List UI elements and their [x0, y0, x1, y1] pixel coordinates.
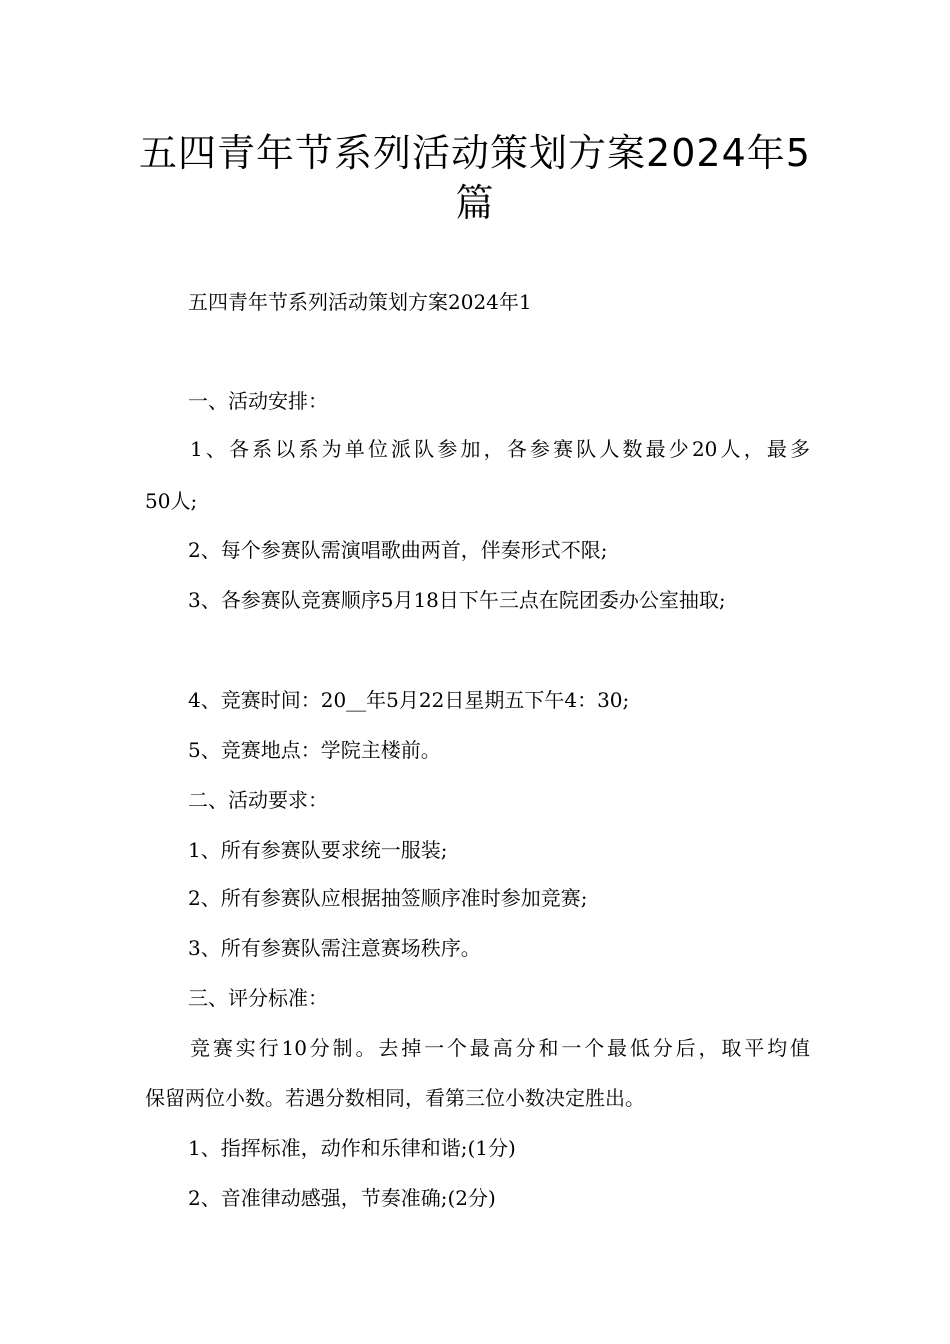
document-subtitle: 五四青年节系列活动策划方案2024年1: [188, 290, 532, 314]
section-2-item-1: 1、所有参赛队要求统一服装;: [188, 838, 448, 862]
section-3-paragraph-line-2: 保留两位小数。若遇分数相同，看第三位小数决定胜出。: [145, 1086, 645, 1110]
document-title: [120, 128, 830, 228]
section-1-item-2: 2、每个参赛队需演唱歌曲两首，伴奏形式不限;: [188, 538, 608, 562]
section-1-item-4: 4、竞赛时间：20__年5月22日星期五下午4：30;: [188, 688, 630, 712]
section-1-item-1-line-1: 1、各系以系为单位派队参加，各参赛队人数最少20人，最多: [190, 437, 810, 461]
section-2-item-3: 3、所有参赛队需注意赛场秩序。: [188, 936, 481, 960]
section-2-item-2: 2、所有参赛队应根据抽签顺序准时参加竞赛;: [188, 886, 588, 910]
section-1-item-5: 5、竞赛地点：学院主楼前。: [188, 738, 441, 762]
section-1-item-3: 3、各参赛队竞赛顺序5月18日下午三点在院团委办公室抽取;: [188, 588, 726, 612]
section-3-item-2: 2、音准律动感强，节奏准确;(2分): [188, 1186, 496, 1210]
section-1-item-1-line-2: 50人;: [145, 489, 198, 513]
section-1-heading: 一、活动安排：: [188, 389, 328, 413]
section-2-heading: 二、活动要求：: [188, 788, 328, 812]
title-line-1: 五四青年节系列活动策划方案2024年5: [139, 131, 811, 175]
title-line-2: 篇: [455, 181, 495, 225]
section-3-heading: 三、评分标准：: [188, 986, 328, 1010]
section-3-paragraph-line-1: 竞赛实行10分制。去掉一个最高分和一个最低分后，取平均值: [190, 1036, 810, 1060]
section-3-item-1: 1、指挥标准，动作和乐律和谐;(1分): [188, 1136, 516, 1160]
